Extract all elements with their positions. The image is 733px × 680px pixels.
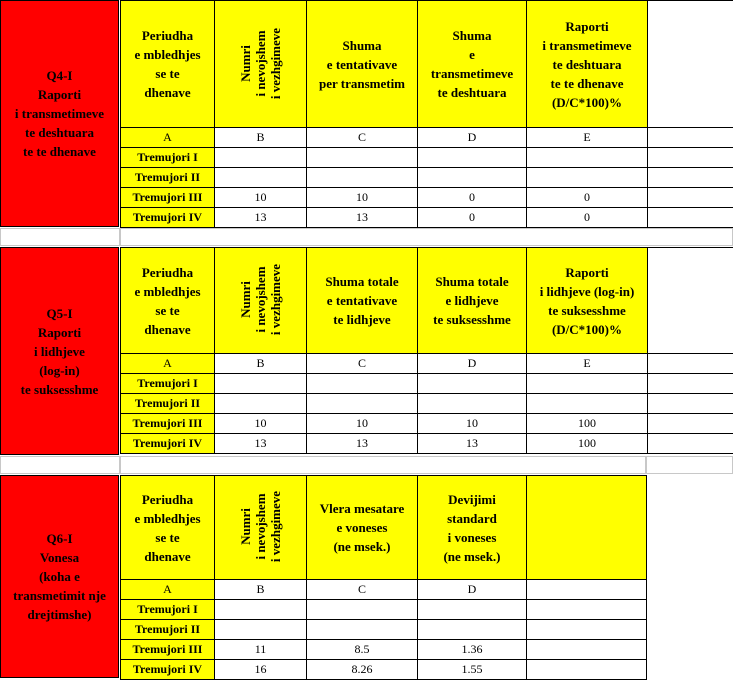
q4-header-c: Shuma e tentativave per transmetim — [307, 1, 418, 128]
table-row — [121, 394, 733, 414]
q5-cell-d: 13 — [418, 434, 527, 454]
q5-cell-d — [418, 394, 527, 414]
q5-letter-c: C — [307, 354, 418, 374]
q4-cell-extra — [648, 168, 733, 188]
q4-cell-d: 0 — [418, 208, 527, 228]
q6-cell-extra — [527, 620, 647, 640]
q4-letter-extra — [648, 128, 733, 148]
table-row — [121, 188, 733, 208]
q4-cell-b — [215, 168, 307, 188]
q6-cell-b — [215, 620, 307, 640]
q4-row-label: Tremujori IV — [121, 208, 215, 228]
q4-cell-d — [418, 168, 527, 188]
q5-cell-extra — [648, 414, 733, 434]
q4-letter-a: A — [121, 128, 215, 148]
q6-letter-b: B — [215, 580, 307, 600]
q6-header-c: Vlera mesatare e voneses (ne msek.) — [307, 476, 418, 580]
q6-header-period: Periudha e mbledhjes se te dhenave — [121, 476, 215, 580]
q4-cell-b — [215, 148, 307, 168]
q4-row-label: Tremujori II — [121, 168, 215, 188]
q5-row-label: Tremujori I — [121, 374, 215, 394]
q4-header-e: Raporti i transmetimeve te deshtuara te te dhenave (D/C*100)% — [527, 1, 648, 128]
q5-cell-e — [527, 374, 648, 394]
q6-letter-a: A — [121, 580, 215, 600]
q4-header-d: Shuma e transmetimeve te deshtuara — [418, 1, 527, 128]
q5-cell-extra — [648, 394, 733, 414]
q4-cell-extra — [648, 208, 733, 228]
q5-cell-e: 100 — [527, 414, 648, 434]
q5-header-count: Numri i nevojshem i vezhgimeve — [238, 264, 283, 335]
q4-letter-e: E — [527, 128, 648, 148]
q6-row-label: Tremujori I — [121, 600, 215, 620]
q6-cell-c: 8.5 — [307, 640, 418, 660]
q6-header-count-cell — [215, 476, 307, 580]
q6-cell-b — [215, 600, 307, 620]
q4-table-block — [0, 0, 733, 227]
q4-table — [120, 0, 733, 228]
q4-cell-e: 0 — [527, 208, 648, 228]
q6-table — [120, 475, 647, 680]
q5-header-period: Periudha e mbledhjes se te dhenave — [121, 248, 215, 354]
q4-letter-d: D — [418, 128, 527, 148]
q5-header-extra — [648, 248, 733, 354]
q6-row-label: Tremujori IV — [121, 660, 215, 680]
q5-row-label: Tremujori IV — [121, 434, 215, 454]
table-row — [121, 640, 647, 660]
q4-row-label: Tremujori I — [121, 148, 215, 168]
q4-cell-c: 13 — [307, 208, 418, 228]
q5-letter-b: B — [215, 354, 307, 374]
q6-header-count: Numri i nevojshem i vezhgimeve — [238, 491, 283, 562]
q5-cell-e — [527, 394, 648, 414]
q4-cell-e — [527, 168, 648, 188]
q6-letter-extra — [527, 580, 647, 600]
q6-cell-extra — [527, 660, 647, 680]
q5-letter-e: E — [527, 354, 648, 374]
spacer-row — [0, 456, 733, 475]
q4-cell-e — [527, 148, 648, 168]
q5-title: Q5-I Raporti i lidhjeve (log-in) te suksesshme — [0, 247, 119, 455]
q6-cell-b: 16 — [215, 660, 307, 680]
q6-cell-d: 1.36 — [418, 640, 527, 660]
q5-table-block — [0, 247, 733, 455]
q6-cell-d — [418, 600, 527, 620]
q6-title: Q6-I Vonesa (koha e transmetimit nje drejtimshe) — [0, 475, 119, 678]
q6-cell-d — [418, 620, 527, 640]
q4-cell-c — [307, 148, 418, 168]
q5-cell-b: 10 — [215, 414, 307, 434]
q6-cell-b: 11 — [215, 640, 307, 660]
q6-cell-extra — [527, 640, 647, 660]
q5-cell-b: 13 — [215, 434, 307, 454]
q5-table — [120, 247, 733, 454]
q6-letter-c: C — [307, 580, 418, 600]
table-row — [121, 208, 733, 228]
q4-cell-b: 13 — [215, 208, 307, 228]
q4-header-count-cell — [215, 1, 307, 128]
q5-cell-c: 13 — [307, 434, 418, 454]
table-row — [121, 660, 647, 680]
q4-letter-c: C — [307, 128, 418, 148]
q5-header-count-cell — [215, 248, 307, 354]
q5-cell-d: 10 — [418, 414, 527, 434]
q4-cell-extra — [648, 148, 733, 168]
q5-cell-b — [215, 374, 307, 394]
q5-header-c: Shuma totale e tentativave te lidhjeve — [307, 248, 418, 354]
q6-row-label: Tremujori III — [121, 640, 215, 660]
table-row — [121, 620, 647, 640]
q5-row-label: Tremujori III — [121, 414, 215, 434]
table-row — [121, 148, 733, 168]
q5-cell-e: 100 — [527, 434, 648, 454]
q6-cell-c — [307, 620, 418, 640]
q5-letter-extra — [648, 354, 733, 374]
q5-header-e: Raporti i lidhjeve (log-in) te suksesshme (D/C*100)% — [527, 248, 648, 354]
q6-cell-extra — [527, 600, 647, 620]
q4-cell-e: 0 — [527, 188, 648, 208]
q4-header-count: Numri i nevojshem i vezhgimeve — [238, 27, 283, 98]
table-row — [121, 434, 733, 454]
q5-cell-c — [307, 394, 418, 414]
table-row — [121, 414, 733, 434]
table-row — [121, 374, 733, 394]
table-row — [121, 168, 733, 188]
table-row — [121, 600, 647, 620]
q4-cell-extra — [648, 188, 733, 208]
q6-row-label: Tremujori II — [121, 620, 215, 640]
q4-row-label: Tremujori III — [121, 188, 215, 208]
q6-header-d: Devijimi standard i voneses (ne msek.) — [418, 476, 527, 580]
q5-header-d: Shuma totale e lidhjeve te suksesshme — [418, 248, 527, 354]
q4-cell-c: 10 — [307, 188, 418, 208]
q4-letter-b: B — [215, 128, 307, 148]
q5-cell-extra — [648, 434, 733, 454]
q6-cell-c — [307, 600, 418, 620]
q6-cell-c: 8.26 — [307, 660, 418, 680]
q5-letter-d: D — [418, 354, 527, 374]
spacer-row — [0, 228, 733, 247]
q5-cell-c — [307, 374, 418, 394]
q5-cell-d — [418, 374, 527, 394]
q5-row-label: Tremujori II — [121, 394, 215, 414]
q6-header-extra — [527, 476, 647, 580]
q4-cell-d: 0 — [418, 188, 527, 208]
q4-cell-d — [418, 148, 527, 168]
q4-title: Q4-I Raporti i transmetimeve te deshtuara te te dhenave — [0, 0, 119, 227]
q6-table-block — [0, 475, 733, 678]
q5-cell-extra — [648, 374, 733, 394]
q4-header-extra — [648, 1, 733, 128]
q5-cell-c: 10 — [307, 414, 418, 434]
q6-cell-d: 1.55 — [418, 660, 527, 680]
q4-header-period: Periudha e mbledhjes se te dhenave — [121, 1, 215, 128]
q5-letter-a: A — [121, 354, 215, 374]
q4-cell-b: 10 — [215, 188, 307, 208]
q4-cell-c — [307, 168, 418, 188]
q5-cell-b — [215, 394, 307, 414]
q6-letter-d: D — [418, 580, 527, 600]
